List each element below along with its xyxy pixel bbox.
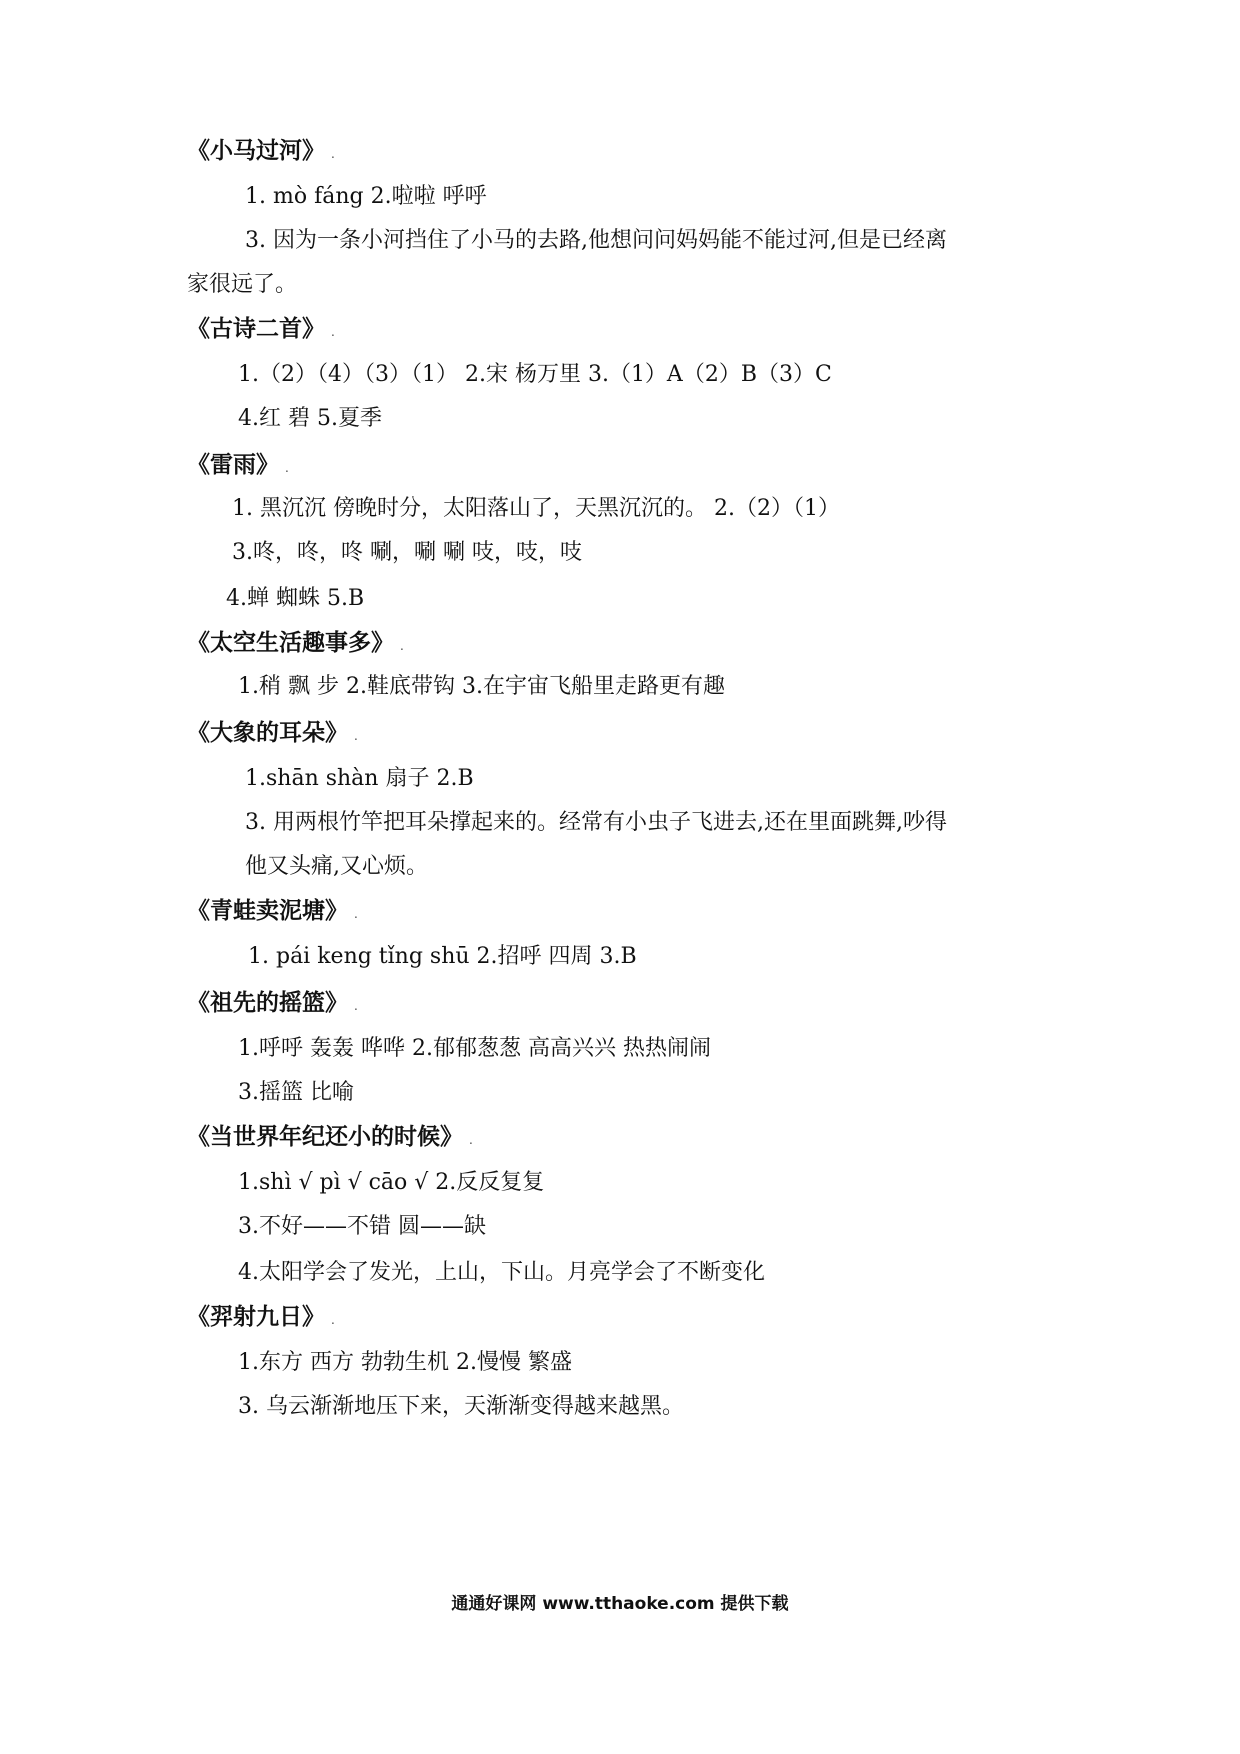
section-title-daxiang: 《大象的耳朵》 . [187,720,358,746]
answer-line: 1. 黑沉沉 傍晚时分，太阳落山了，天黑沉沉的。 2.（2）（1） [232,496,840,521]
section-title-yishe: 《羿射九日》 . [187,1304,335,1330]
section-title-xiaoma: 《小马过河》 . [187,138,335,164]
answer-line: 3.咚，咚，咚 唰，唰 唰 吱，吱，吱 [232,540,582,565]
answer-line: 4.蝉 蜘蛛 5.B [226,586,365,611]
section-title-gushi: 《古诗二首》 . [187,316,335,342]
answer-line: 4.红 碧 5.夏季 [238,406,382,431]
answer-line: 1. mò fáng 2.啦啦 呼呼 [245,184,487,209]
section-title-qingwa: 《青蛙卖泥塘》 . [187,898,358,924]
answer-line: 3.不好——不错 圆——缺 [238,1214,486,1239]
answer-line: 1. pái keng tǐng shū 2.招呼 四周 3.B [248,944,637,969]
answer-line: 3. 用两根竹竿把耳朵撑起来的。经常有小虫子飞进去,还在里面跳舞,吵得 [245,810,947,835]
section-title-zuxian: 《祖先的摇篮》 . [187,990,358,1016]
answer-line: 1.稍 飘 步 2.鞋底带钩 3.在宇宙飞船里走路更有趣 [238,674,725,699]
section-title-leiyu: 《雷雨》 . [187,452,289,478]
answer-line: 1.shān shàn 扇子 2.B [245,766,474,791]
answer-line: 3. 因为一条小河挡住了小马的去路,他想问问妈妈能不能过河,但是已经离 [245,228,947,253]
answer-line: 4.太阳学会了发光，上山，下山。月亮学会了不断变化 [238,1260,765,1285]
section-title-shijie: 《当世界年纪还小的时候》 . [187,1124,473,1150]
answer-line: 1.shì √ pì √ cāo √ 2.反反复复 [238,1170,545,1195]
answer-line: 他又头痛,又心烦。 [245,854,428,879]
section-title-taikong: 《太空生活趣事多》 . [187,630,404,656]
answer-line: 1.（2）（4）（3）（1） 2.宋 杨万里 3.（1）A（2）B（3）C [238,362,832,387]
footer-credit: 通通好课网 www.tthaoke.com 提供下载 [451,1594,789,1614]
answer-line: 1.呼呼 轰轰 哗哗 2.郁郁葱葱 高高兴兴 热热闹闹 [238,1036,711,1061]
answer-line: 1.东方 西方 勃勃生机 2.慢慢 繁盛 [238,1350,572,1375]
answer-line: 3. 乌云渐渐地压下来，天渐渐变得越来越黑。 [238,1394,684,1419]
answer-line: 家很远了。 [187,272,298,297]
answer-line: 3.摇篮 比喻 [238,1080,354,1105]
